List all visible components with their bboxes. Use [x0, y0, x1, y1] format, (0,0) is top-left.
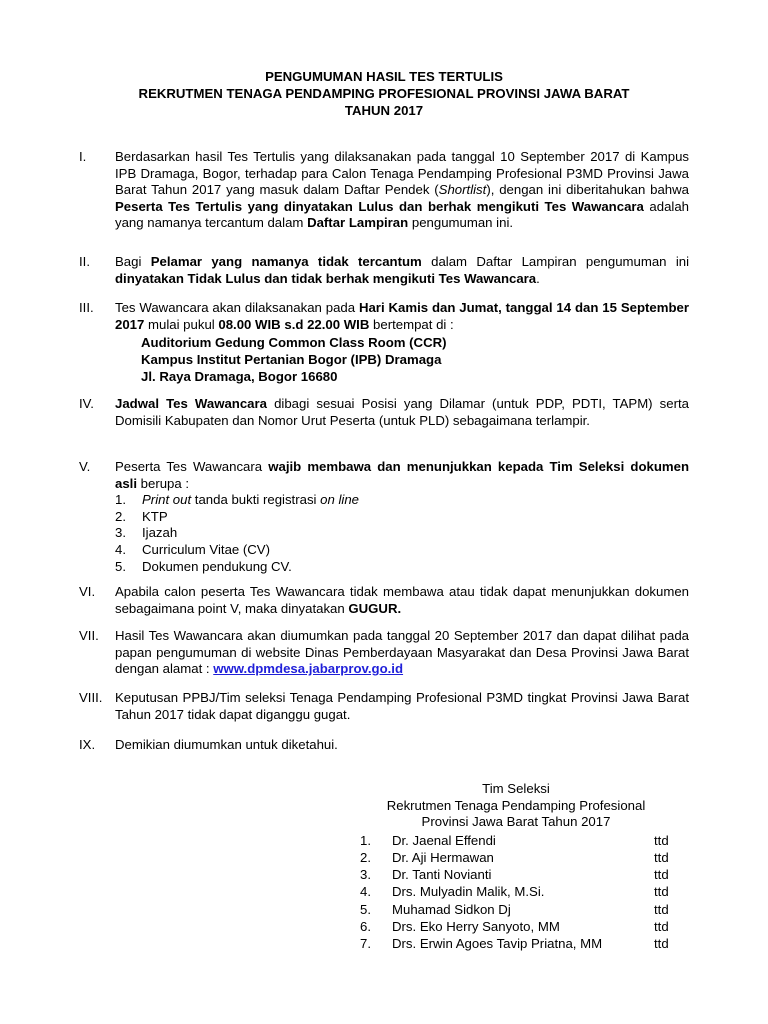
text-span: adalah yang namanya tercantum dalam — [115, 198, 689, 231]
text-span: tanda bukti registrasi — [191, 492, 321, 508]
member-signature: ttd — [654, 849, 669, 865]
list-number: 5. — [115, 558, 126, 574]
member-list — [340, 833, 695, 954]
member-number: 2. — [360, 849, 371, 865]
text-span: Keputusan PPBJ/Tim seleksi Tenaga Pendamping Profesional P3MD tingkat Provinsi Jawa Barat Tahun 2017 tidak dapat diganggu gugat. — [115, 690, 689, 722]
list-item — [115, 542, 689, 559]
member-name: Drs. Erwin Agoes Tavip Priatna, MM — [392, 936, 603, 952]
text-span: Tes Wawancara akan dilaksanakan pada — [115, 300, 359, 315]
text-italic: Shortlist — [438, 182, 487, 198]
item-9 — [79, 737, 689, 754]
item-number: V. — [79, 459, 91, 474]
text-span: mulai pukul — [144, 316, 219, 332]
list-item — [115, 492, 689, 509]
text-span: Peserta Tes Wawancara — [115, 459, 269, 474]
address-line: Auditorium Gedung Common Class Room (CCR) — [141, 335, 447, 351]
text-span: dalam Daftar Lampiran pengumuman ini — [421, 254, 690, 269]
item-text — [115, 737, 689, 754]
text-span: berupa : — [137, 475, 190, 491]
text-span: . — [536, 270, 540, 286]
text-italic: on line — [320, 492, 360, 508]
address-line: Jl. Raya Dramaga, Bogor 16680 — [141, 369, 338, 385]
item-text — [115, 396, 689, 429]
text-bold: Pelamar yang namanya tidak tercantum — [150, 254, 422, 269]
text-bold: Daftar Lampiran — [307, 215, 409, 231]
item-1 — [79, 149, 689, 232]
website-link[interactable]: www.dpmdesa.jabarprov.go.id — [213, 661, 404, 677]
item-number: VII. — [79, 628, 99, 643]
text-bold: GUGUR. — [348, 600, 402, 616]
item-number: VI. — [79, 584, 96, 599]
text-span: Dokumen pendukung CV. — [142, 558, 292, 574]
member-signature: ttd — [654, 832, 669, 848]
member-number: 3. — [360, 867, 371, 883]
committee-title: Tim Seleksi — [482, 781, 550, 796]
member-name: Drs. Eko Herry Sanyoto, MM — [392, 918, 560, 934]
item-3 — [79, 300, 689, 385]
member-row — [340, 850, 695, 867]
member-number: 7. — [360, 936, 371, 952]
member-number: 5. — [360, 901, 371, 917]
list-number: 2. — [115, 508, 126, 524]
item-text — [115, 254, 689, 287]
item-number: IV. — [79, 396, 94, 411]
text-bold: Jadwal Tes Wawancara — [115, 396, 267, 411]
text-span: Berdasarkan hasil Tes Tertulis yang dilaksanakan pada tanggal 10 September 2017 di Kampus IPB Dramaga, Bogor, terhadap para Calon Tenaga Pendamping Profesional P3MD Provinsi Jawa Barat Tahun 2017 yang masuk dalam Daftar Pendek ( — [115, 149, 689, 198]
item-5 — [79, 459, 689, 575]
venue-address — [141, 334, 689, 385]
text-span: Apabila calon peserta Tes Wawancara tidak membawa atau tidak dapat menunjukkan dokumen sebagaimana point V, maka dinyatakan — [115, 584, 689, 616]
item-text — [115, 690, 689, 723]
item-2 — [79, 254, 689, 287]
member-signature: ttd — [654, 936, 669, 952]
text-span: pengumuman ini. — [408, 215, 514, 231]
text-span: Curriculum Vitae (CV) — [142, 541, 270, 557]
text-span: bertempat di : — [369, 316, 454, 332]
announcement-header — [0, 68, 768, 119]
member-row — [340, 884, 695, 901]
item-text — [115, 628, 689, 678]
member-number: 6. — [360, 918, 371, 934]
item-6 — [79, 584, 689, 617]
text-bold: 08.00 WIB s.d 22.00 WIB — [218, 316, 370, 332]
header-year: TAHUN 2017 — [344, 103, 424, 118]
item-7 — [79, 628, 689, 678]
text-span: Ijazah — [142, 525, 178, 541]
committee-subtitle: Rekrutmen Tenaga Pendamping Profesional — [386, 797, 646, 813]
member-row — [340, 902, 695, 919]
list-item — [115, 509, 689, 526]
text-span: KTP — [142, 508, 168, 524]
item-number: II. — [79, 254, 90, 269]
member-name: Dr. Tanti Novianti — [392, 867, 492, 883]
member-name: Dr. Aji Hermawan — [392, 849, 494, 865]
text-span: dibagi sesuai Posisi yang Dilamar (untuk PDP, PDTI, TAPM) serta Domisili Kabupaten dan Nomor Urut Peserta (untuk PLD) sebagaimana terlampir. — [115, 396, 689, 428]
member-signature: ttd — [654, 901, 669, 917]
member-name: Dr. Jaenal Effendi — [392, 832, 496, 848]
list-number: 4. — [115, 541, 126, 557]
text-span: ), dengan ini diberitahukan bahwa — [486, 182, 689, 198]
list-number: 3. — [115, 525, 126, 541]
document-list — [115, 492, 689, 575]
member-signature: ttd — [654, 884, 669, 900]
text-italic: Print out — [142, 492, 192, 508]
member-row — [340, 833, 695, 850]
text-span: Hasil Tes Wawancara akan diumumkan pada tanggal 20 September 2017 dan dapat dilihat pada papan pengumuman di website Dinas Pemberdayaan Masyarakat dan Desa Provinsi Jawa Barat dengan alamat : — [115, 628, 689, 677]
member-row — [340, 936, 695, 953]
text-span: Demikian diumumkan untuk diketahui. — [115, 737, 338, 752]
member-name: Muhamad Sidkon Dj — [392, 901, 511, 917]
item-number: I. — [79, 149, 87, 164]
text-bold: dinyatakan Tidak Lulus dan tidak berhak mengikuti Tes Wawancara — [115, 270, 537, 286]
item-text — [115, 300, 689, 385]
member-number: 1. — [360, 832, 371, 848]
item-8 — [79, 690, 689, 723]
header-title: PENGUMUMAN HASIL TES TERTULIS — [265, 69, 503, 84]
member-signature: ttd — [654, 867, 669, 883]
text-bold: Hari Kamis dan Jumat, tanggal 14 dan 15 September 2017 — [115, 300, 689, 332]
item-number: III. — [79, 300, 94, 315]
item-4 — [79, 396, 689, 429]
member-row — [340, 919, 695, 936]
text-bold: wajib membawa dan menunjukkan kepada Tim Seleksi dokumen asli — [115, 459, 689, 491]
item-text — [115, 149, 689, 232]
member-name: Drs. Mulyadin Malik, M.Si. — [392, 884, 545, 900]
item-text — [115, 584, 689, 617]
list-number: 1. — [115, 492, 126, 508]
item-number: VIII. — [79, 690, 103, 705]
committee-province: Provinsi Jawa Barat Tahun 2017 — [421, 814, 611, 829]
text-span: Bagi — [115, 254, 151, 269]
item-text — [115, 459, 689, 575]
signature-block — [340, 781, 695, 954]
member-row — [340, 867, 695, 884]
list-item — [115, 525, 689, 542]
address-line: Kampus Institut Pertanian Bogor (IPB) Dramaga — [141, 352, 442, 368]
header-subtitle: REKRUTMEN TENAGA PENDAMPING PROFESIONAL PROVINSI JAWA BARAT — [138, 86, 630, 101]
member-signature: ttd — [654, 918, 669, 934]
text-bold: Peserta Tes Tertulis yang dinyatakan Lulus dan berhak mengikuti Tes Wawancara — [115, 198, 644, 214]
member-number: 4. — [360, 884, 371, 900]
list-item — [115, 559, 689, 576]
item-number: IX. — [79, 737, 96, 752]
